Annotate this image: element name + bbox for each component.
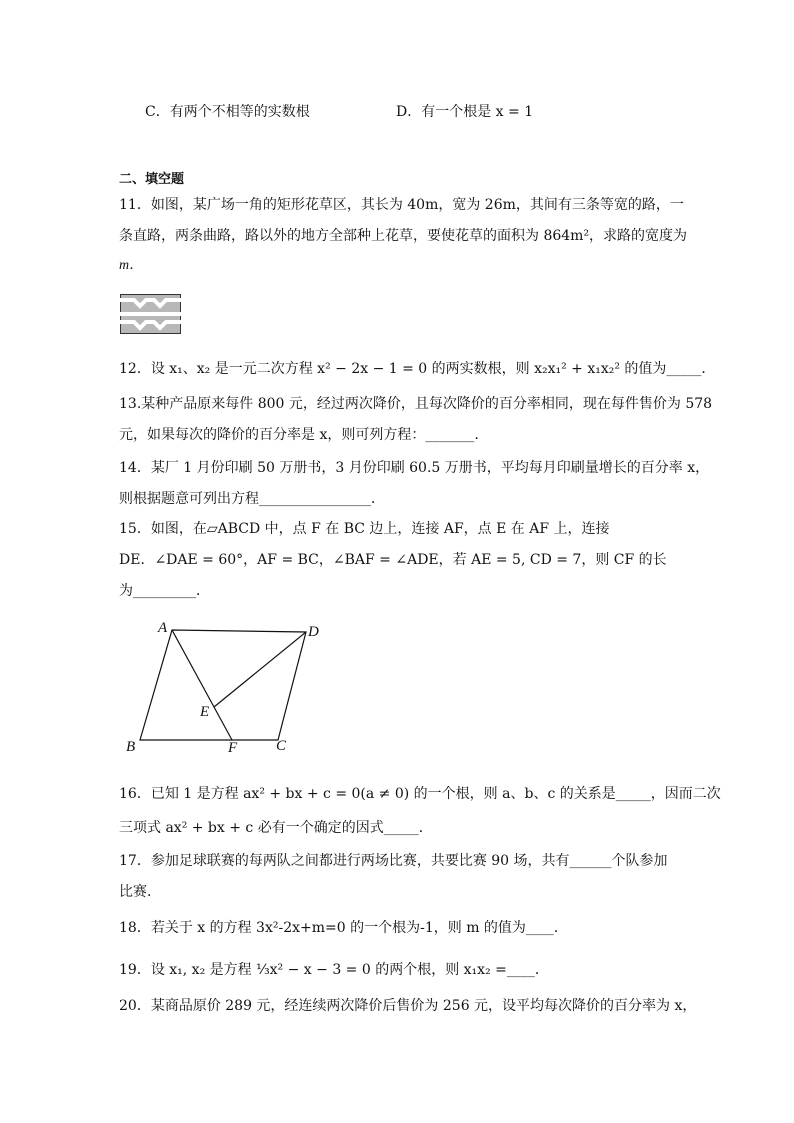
option-d: D．有一个根是 x = 1	[396, 104, 534, 120]
q17-line1: 17．参加足球联赛的每两队之间都进行两场比赛，共要比赛 90 场，共有______个队参加	[119, 853, 668, 869]
q15-line1: 15．如图，在▱ABCD 中，点 F 在 BC 边上，连接 AF，点 E 在 AF 上，连接	[119, 521, 610, 537]
label-b: B	[126, 739, 136, 755]
q15-line2: DE．∠DAE = 60°，AF = BC，∠BAF = ∠ADE，若 AE = 5, CD = 7，则 CF 的长	[119, 552, 667, 568]
q18-line1: 18．若关于 x 的方程 3x²-2x+m=0 的一个根为-1，则 m 的值为____．	[119, 920, 568, 936]
label-c: C	[276, 738, 287, 754]
q14-line1: 14．某厂 1 月份印刷 50 万册书，3 月份印刷 60.5 万册书，平均每月印刷量增长的百分率 x，	[119, 460, 710, 476]
q11-line2: 条直路，两条曲路，路以外的地方全部种上花草，要使花草的面积为 864m²，求路的宽度为	[119, 228, 688, 244]
segment-de	[214, 632, 306, 707]
q11-line1: 11．如图，某广场一角的矩形花草区，其长为 40m，宽为 26m，其间有三条等宽的路，一	[119, 197, 684, 213]
parallelogram-figure	[120, 616, 340, 756]
q13-line2: 元，如果每次的降价的百分率是 x，则可列方程：_______.	[119, 427, 479, 443]
q15-line3: 为_________．	[119, 583, 210, 599]
q19-line1: 19．设 x₁, x₂ 是方程 ⅓x² − x − 3 = 0 的两个根，则 x₁x₂ =____．	[119, 962, 549, 978]
option-c: C．有两个不相等的实数根	[145, 104, 310, 120]
q12-line1: 12．设 x₁、x₂ 是一元二次方程 x² − 2x − 1 = 0 的两实数根，则 x₂x₁² + x₁x₂² 的值为_____．	[119, 361, 716, 377]
q13-line1: 13.某种产品原来每件 800 元，经过两次降价，且每次降价的百分率相同，现在每件售价为 578	[119, 396, 713, 412]
q20-line1: 20．某商品原价 289 元，经连续两次降价后售价为 256 元，设平均每次降价的百分率为 x，	[119, 998, 697, 1014]
label-d: D	[308, 624, 319, 640]
section-title: 二、填空题	[119, 172, 185, 187]
label-f: F	[228, 740, 238, 756]
q14-line2: 则根据题意可列出方程________________．	[119, 491, 385, 507]
garden-figure	[120, 294, 182, 334]
q16-line2: 三项式 ax² + bx + c 必有一个确定的因式_____．	[119, 820, 433, 836]
q11-line3: m．	[119, 258, 144, 273]
segment-af	[172, 630, 232, 740]
q16-line1: 16．已知 1 是方程 ax² + bx + c = 0(a ≠ 0) 的一个根，则 a、b、c 的关系是_____，因而二次	[119, 786, 721, 802]
q17-line2: 比赛．	[119, 884, 161, 900]
label-a: A	[158, 620, 168, 636]
label-e: E	[200, 704, 210, 720]
